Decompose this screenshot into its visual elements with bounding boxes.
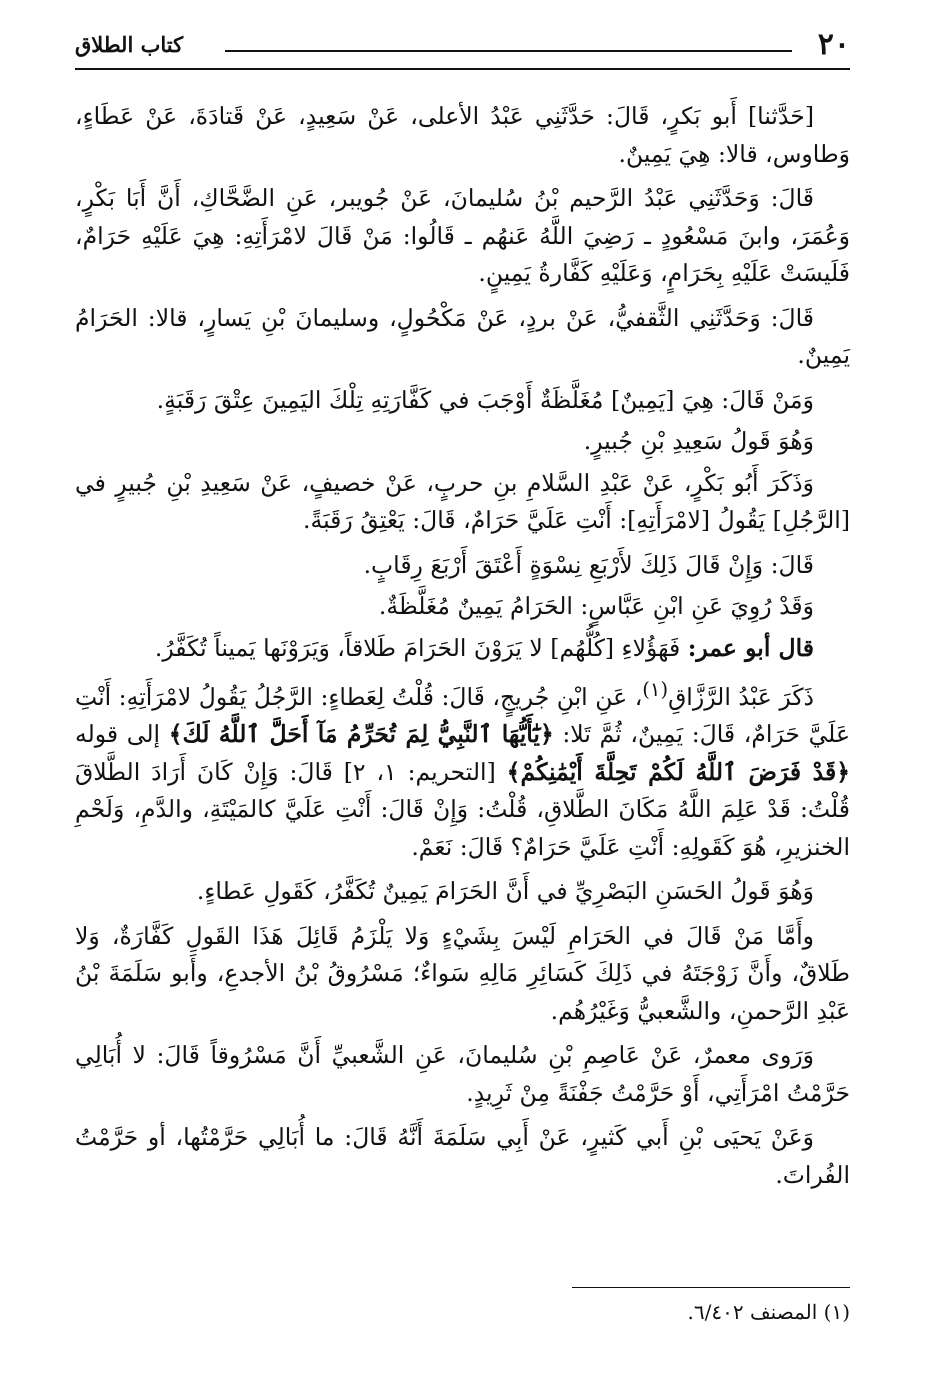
footnote: (١) المصنف ٦/٤٠٢. <box>687 1300 850 1324</box>
paragraph-5: وَهُوَ قَولُ سَعِيدِ بْنِ جُبيرٍ. <box>583 427 814 455</box>
paragraph-8: وَقَدْ رُوِيَ عَنِ ابْنِ عَبَّاسٍ: الحَرَامُ يَمِينٌ مُغَلَّظَةٌ. <box>378 592 814 620</box>
razzaq-text-4: [التحريم: ١، ٢] قَالَ: وَإِنْ كَانَ أَرَادَ الطَّلاقَ قُلْتُ: قَدْ عَلِمَ اللَّهُ مَكَانَ الطَّلاقِ، قُلْتُ: وَإِنْ قَالَ: أَنْتِ عَلَيَّ كالمَيْتَةِ، والدَّمِ، وَلَحْمِ الخنزيرِ، هُوَ كَقَولِهِ: أَنْتِ عَلَيَّ حَرَامٌ؟ قَالَ: نَعَمْ. <box>75 757 850 861</box>
page-body <box>75 98 850 1201</box>
abu-umar-text: فَهَؤُلاءِ [كُلُّهُم] لا يَرَوْنَ الحَرَامَ طَلاقاً، وَيَرَوْنَها يَميناً تُكَفَّرُ. <box>154 633 681 662</box>
razzaq-text-2: ، عَنِ ابْنِ جُريجٍ، قَالَ: قُلْتُ لِعَطاءٍ: الرَّجُلُ يَقُولُ لامْرَأَتِهِ: أَنْتِ عَلَيَّ حَرَامٌ، قَالَ: يَمِينٌ، ثُمَّ تَلا: <box>75 682 850 749</box>
paragraph-abu-umar <box>75 630 850 668</box>
quran-verse-2: ﴿قَدْ فَرَضَ ٱللَّهُ لَكُمْ تَحِلَّةَ أَيْمَٰنِكُمْ﴾ <box>506 757 851 786</box>
footnote-rule <box>572 1287 850 1288</box>
page-number: ٢٠ <box>817 27 850 62</box>
paragraph-3: قَالَ: وَحَدَّثَنِي الثَّقفيُّ، عَنْ بردٍ، عَنْ مَكْحُولٍ، وسليمانَ بْنِ يَسارٍ، قالا: الحَرَامُ يَمِينٌ. <box>75 303 850 369</box>
paragraph-2: قَالَ: وَحَدَّثَنِي عَبْدُ الرَّحيم بْنُ سُليمانَ، عَنْ جُويبر، عَنِ الضَّحَّاكِ، أَنَّ أَبَا بَكْرٍ، وَعُمَرَ، وابنَ مَسْعُودٍ ـ رَضِيَ اللَّهُ عَنهُم ـ قَالُوا: مَنْ قَالَ لامْرَأَتِهِ: هِيَ عَلَيْهِ حَرَامٌ، فَلَيسَتْ عَلَيْهِ بِحَرَامٍ، وَعَلَيْهِ كَفَّارةُ يَمِينٍ. <box>75 184 850 287</box>
paragraph-11: وَرَوى معمرٌ، عَنْ عَاصِمِ بْنِ سُليمانَ، عَنِ الشَّعبيِّ أَنَّ مَسْرُوقاً قَالَ: لا أُبَالِي حَرَّمْتُ امْرَأَتِي، أَوْ حَرَّمْتُ جَفْنَةً مِنْ ثَرِيدٍ. <box>75 1041 850 1107</box>
paragraph-7: قَالَ: وَإِنْ قَالَ ذَلِكَ لأَرْبَعِ نِسْوَةٍ أَعْتَقَ أَرْبَعَ رِقَابٍ. <box>363 550 814 579</box>
paragraph-6: وَذَكَرَ أَبُو بَكْرٍ، عَنْ عَبْدِ السَّلامِ بنِ حربٍ، عَنْ خصيفٍ، عَنْ سَعِيدِ بْنِ جُبيرٍ في [الرَّجُلِ] يَقُولُ [لامْرَأَتِهِ]: أَنْتِ عَلَيَّ حَرَامٌ، قَالَ: يَعْتِقُ رَقَبَةً. <box>75 468 850 534</box>
book-title: كتاب الطلاق <box>75 32 184 57</box>
paragraph-1: [حَدَّثنا] أَبو بَكرٍ، قَالَ: حَدَّثَنِي عَبْدُ الأعلى، عَنْ سَعِيدٍ، عَنْ قَتادَةَ، عَنْ عَطَاءٍ، وَطاوس، قالا: هِيَ يَمِينٌ. <box>75 102 850 168</box>
paragraph-4: وَمَنْ قَالَ: هِيَ [يَمِينٌ] مُغَلَّظَةٌ أَوْجَبَ في كَفَّارَتِهِ تِلْكَ اليَمِينَ عِتْقَ رَقَبَةٍ. <box>156 385 814 414</box>
header-rule <box>225 50 792 52</box>
razzaq-text-3: إلى قوله <box>75 720 169 749</box>
paragraph-razzaq <box>75 671 850 866</box>
page-header <box>75 28 850 68</box>
abu-umar-label: قال أبو عمر: <box>687 633 814 662</box>
paragraph-10: وأَمَّا مَنْ قَالَ في الحَرَامِ لَيْسَ بِشَيْءٍ وَلا يَلْزَمُ قَائِلَ هَذَا القَولِ كَفَّارَةٌ، وَلا طَلاقٌ، وأَنَّ زَوْجَتَهُ في ذَلِكَ كَسَائِرِ مَالِهِ سَواءٌ؛ مَسْرُوقُ بْنُ الأجدعِ، وأَبو سَلَمَةَ بْنُ عَبْدِ الرَّحمنِ، والشَّعبيُّ وَغَيْرُهُم. <box>75 921 850 1025</box>
paragraph-12: وَعَنْ يَحيَى بْنِ أَبي كَثيرٍ، عَنْ أَبِي سَلَمَةَ أَنَّهُ قَالَ: ما أُبَالِي حَرَّمْتُها، أو حَرَّمْتُ الفُراتَ. <box>75 1123 850 1189</box>
quran-verse-1: ﴿يَٰٓأَيُّهَا ٱلنَّبِيُّ لِمَ تُحَرِّمُ مَآ أَحَلَّ ٱللَّهُ لَكَ﴾ <box>168 720 554 749</box>
razzaq-text-1: ذَكَرَ عَبْدُ الرَّزَّاقِ <box>668 682 814 711</box>
header-underline <box>75 68 850 70</box>
paragraph-9: وَهُوَ قَولُ الحَسَنِ البَصْرِيِّ في أَنَّ الحَرَامَ يَمِينٌ تُكَفَّرُ، كَقَولِ عَطاءٍ. <box>196 877 814 906</box>
footnote-ref: (١) <box>642 678 669 701</box>
